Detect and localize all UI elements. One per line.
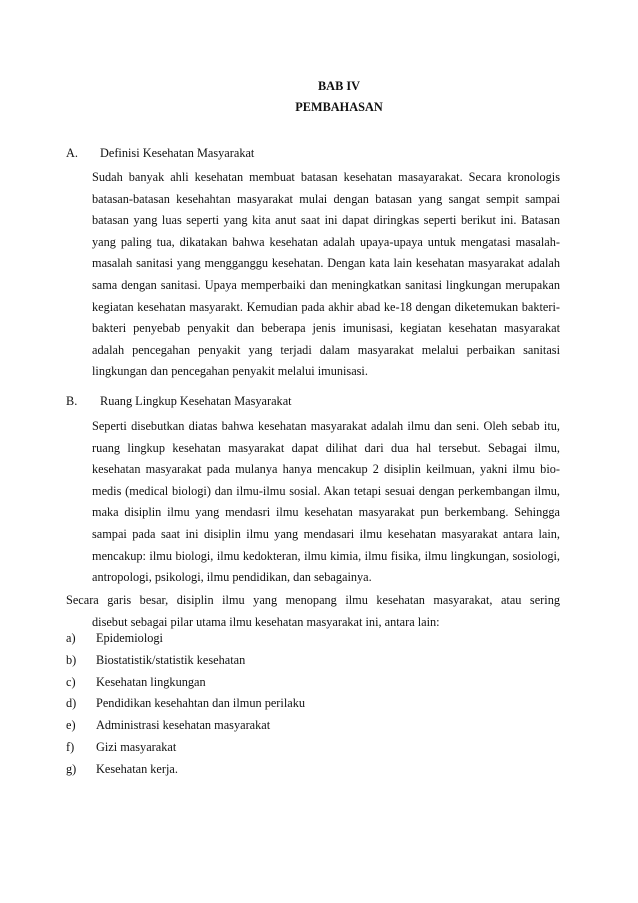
chapter-heading: BAB IV: [317, 79, 361, 93]
section-b-paragraph: Seperti disebutkan diatas bahwa kesehatan masyarakat adalah ilmu dan seni. Oleh sebab itu, ruang lingkup kesehatan masyarakat dapat dilihat dari dua hal tersebut. Sebagai ilmu, kesehatan masyarakat pada mulanya hanya mencakup 2 disiplin keilmuan, yakni ilmu bio-medis (medical biologi) dan ilmu-ilmu sosial. Akan tetapi sesuai dengan perkembangan ilmu, maka disiplin ilmu yang mendasri ilmu kesehatan masyarakat pun berkembang. Sehingga sampai pada saat ini disiplin ilmu yang mendasari ilmu kesehatan masyarakat antara lain, mencakup: ilmu biologi, ilmu kedokteran, ilmu kimia, ilmu fisika, ilmu lingkungan, sosiologi, antropologi, psikologi, ilmu pendidikan, dan sebagainya.: [92, 419, 560, 585]
pillars-intro: [66, 590, 560, 633]
section-b-heading: [66, 394, 292, 409]
list-item-text: Kesehatan kerja.: [96, 761, 178, 776]
list-item: [66, 650, 305, 672]
section-a-letter: A.: [66, 146, 78, 160]
list-marker: b): [66, 652, 77, 667]
list-marker: f): [66, 739, 75, 754]
pillars-list: [66, 628, 305, 781]
section-a-title: Definisi Kesehatan Masyarakat: [100, 146, 255, 160]
list-item-text: Administrasi kesehatan masyarakat: [96, 718, 271, 733]
list-item: [66, 759, 305, 781]
list-item-text: Biostatistik/statistik kesehatan: [96, 652, 246, 667]
list-item: [66, 672, 305, 694]
list-item: [66, 715, 305, 737]
section-b-letter: B.: [66, 394, 78, 408]
section-a-heading: [66, 146, 254, 161]
list-item-text: Epidemiologi: [96, 631, 163, 645]
list-item-text: Gizi masyarakat: [96, 739, 177, 754]
list-item: [66, 628, 305, 650]
list-marker: e): [66, 718, 76, 733]
section-b-title: Ruang Lingkup Kesehatan Masyarakat: [100, 394, 292, 408]
pillars-intro-line-1: Secara garis besar, disiplin ilmu yang menopang ilmu kesehatan masyarakat, atau sering: [66, 593, 560, 607]
section-a-paragraph: Sudah banyak ahli kesehatan membuat batasan kesehatan masayarakat. Secara kronologis batasan-batasan kesehahtan masyarakat mulai dengan batasan yang sangat sempit sampai batasan yang luas seperti yang kita anut saat ini dapat diringkas seperti berikut ini. Batasan yang paling tua, dikatakan bahwa kesehatan adalah upaya-upaya untuk mengatasi masalah-masalah sanitasi yang mengganggu kesehatan. Dengan kata lain kesehatan masyarakat adalah sama dengan sanitasi. Upaya memperbaiki dan meningkatkan sanitasi lingkungan merupakan kegiatan kesehatan masyarakt. Kemudian pada akhir abad ke-18 dengan diketemukan bakteri-bakteri penyebab penyakit dan beberapa jenis imunisasi, kegiatan kesehatan masyarakat adalah pencegahan penyakit yang terjadi dalam masyarakat melalui perbaikan sanitasi lingkungan dan pencegahan penyakit melalui imunisasi.: [92, 170, 560, 379]
list-item: [66, 737, 305, 759]
pillars-intro-line-2: disebut sebagai pilar utama ilmu kesehatan masyarakat ini, antara lain:: [92, 614, 440, 629]
list-item-text: Pendidikan kesehahtan dan ilmun perilaku: [96, 696, 305, 711]
chapter-title: PEMBAHASAN: [295, 100, 383, 114]
list-marker: g): [66, 761, 77, 776]
list-marker: c): [66, 674, 76, 689]
list-marker: a): [66, 631, 76, 645]
list-marker: d): [66, 696, 77, 711]
list-item: [66, 693, 305, 715]
list-item-text: Kesehatan lingkungan: [96, 674, 206, 689]
